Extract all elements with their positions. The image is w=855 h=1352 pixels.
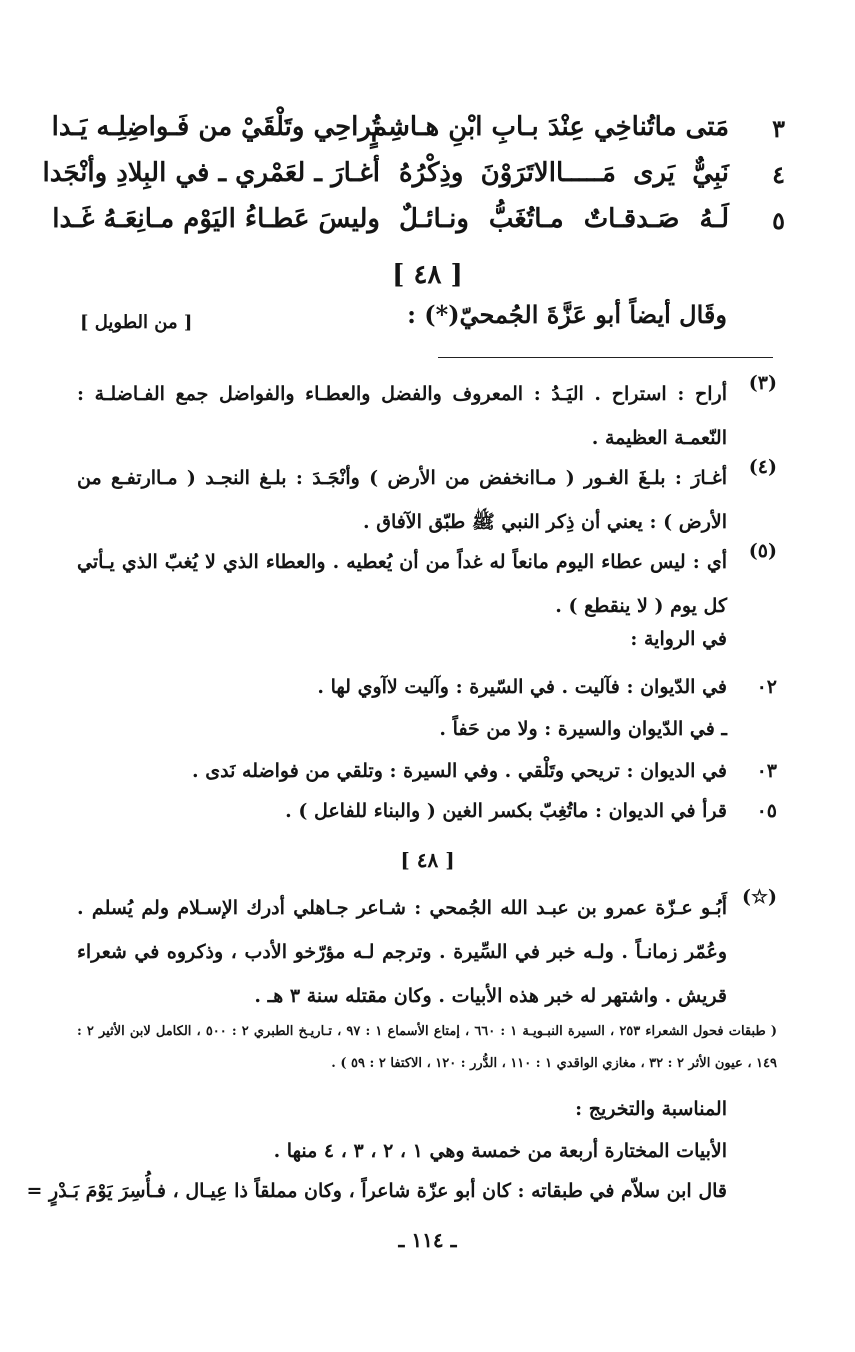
riwaya-title: في الرواية : [630,628,727,650]
riwaya-number: ٠٢ [756,676,777,698]
verse-4 [42,158,785,206]
footnote-number: (٤) [748,456,777,478]
footnote-5 [77,540,777,628]
verse-second-hemistich: وليسَ عَطـاءُ اليَوْم مـانِعَـهُ غَـدا [52,204,380,234]
footnote-3 [77,372,777,460]
riwaya-item: في الديوان : تريحي وتَلْقي . وفي السيرة : وتلقي من فواضله نَدى . [192,760,727,782]
verse-first-hemistich: لَـهُ صَـدقـاتٌ مـاتُغَبُّ ونـائـلٌ [399,204,729,234]
riwaya-number: ٠٥ [756,800,777,822]
verse-5 [52,204,785,252]
footnote-number: (٥) [748,540,777,562]
riwaya-item: قرأ في الديوان : ماتُغِبّ بكسر الغين ( والبناء للفاعل ) . [285,800,727,822]
biography-note [77,886,777,1018]
section-number-footnote: [ ٤٨ ] [400,848,455,872]
takhrij-title: المناسبة والتخريج : [575,1098,727,1120]
verse-3 [51,112,785,160]
verse-number: ٥ [772,206,785,235]
poem-heading: وقَال أيضاً أبو عَزَّةَ الجُمحيّ(*) : [407,300,727,329]
footnote-text: أغـارَ : بلـغَ الغـور ( مـاانخفض من الأرض ) وأنْجَـدَ : بلـغ النجـد ( مـاارتفـع من الأرض ) : يعني أن ذِكر النبي ﷺ طبّق الآفاق . [77,467,727,533]
biography-text: أَبُـو عـزّة عمرو بن عبـد الله الجُمحي : شـاعر جـاهلي أدرك الإسـلام ولم يُسلم . وعُمّر زمانـاً . ولـه خبر في السِّيرة . وترجم لـه مؤرّخو الأدب ، وذكروه في شعراء قريش . واشتهر له خبر هذه الأبيات . وكان مقتله سنة ٣ هـ . [77,897,727,1007]
verse-second-hemistich: أغـارَ ـ لعَمْري ـ في البِلادِ وأنْجَدا [42,158,380,188]
verse-first-hemistich: نَبِيٌّ يَرى مَـــــاالاتَرَوْنَ وذِكْرُهُ [399,158,729,188]
verse-number: ٤ [772,160,785,189]
verse-second-hemistich: تُراحِي وتَلْقَيْ من فَـواضِلِـه يَـدا [51,112,380,142]
footnote-text: أراح : استراح . اليَـدُ : المعروف والفضل والعطـاء والفواضل جمع الفـاضلـة : النّعمـة العظيمة . [77,383,727,449]
riwaya-item: ـ في الدّيوان والسيرة : ولا من حَفاً . [439,718,727,740]
riwaya-number: ٠٣ [756,760,777,782]
verse-first-hemistich: مَتى ماتُناخِي عِنْدَ بـابِ ابْنِ هـاشِمٍ [370,112,729,142]
footnote-number: (☆) [741,886,777,908]
riwaya-item: في الدّيوان : فآليت . في السّيرة : وآليت لاآوي لها . [317,676,727,698]
verse-number: ٣ [772,114,785,143]
section-number: [ ٤٨ ] [392,260,463,290]
sources-list: ( طبقات فحول الشعراء ٢٥٣ ، السيرة النبـويـة ١ : ٦٦٠ ، إمتاع الأسماع ١ : ٩٧ ، تـاريـخ الطبري ٢ : ٥٠٠ ، الكامل لابن الأثير ٢ : ١٤٩ ، عيون الأثر ٢ : ٣٢ ، مغازي الواقدي ١ : ١١٠ ، الدُّرر : ١٢٠ ، الاكتفا ٢ : ٥٩ ) . [77,1024,778,1071]
poem-meter: [ من الطويل ] [80,312,193,333]
footnote-text: أي : ليس عطاء اليوم مانعاً له غداً من أن يُعطيه . والعطاء الذي لا يُغبّ الذي يـأتي كل يوم ( لا ينقطع ) . [77,551,727,617]
footnote-divider [438,357,773,358]
page-number: ـ ١١٤ ـ [398,1228,457,1252]
footnote-4 [77,456,777,544]
footnote-number: (٣) [748,372,777,394]
takhrij-line: قال ابن سلاّم في طبقاته : كان أبو عزّة شاعراً ، وكان مملقاً ذا عِيـال ، فـأُسِرَ يَوْمَ بَـدْرٍ = [26,1180,727,1202]
takhrij-line: الأبيات المختارة أربعة من خمسة وهي ١ ، ٢ ، ٣ ، ٤ منها . [273,1140,727,1162]
